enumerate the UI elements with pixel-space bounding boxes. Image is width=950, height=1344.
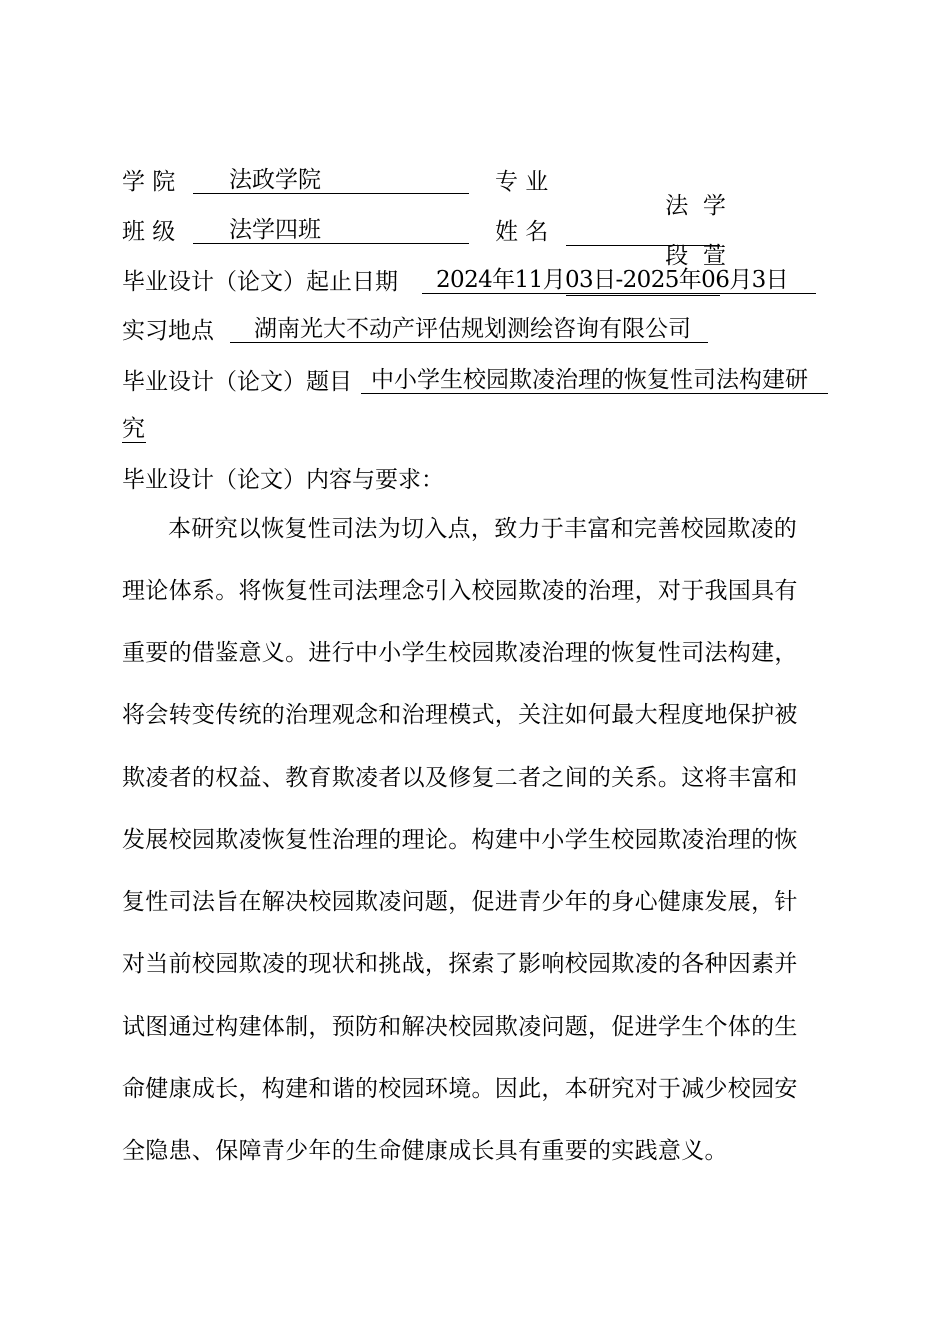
title-value-line1: 中小学生校园欺凌治理的恢复性司法构建研 [371, 367, 808, 393]
college-value-field [193, 167, 469, 194]
dates-label: 毕业设计（论文）起止日期 [122, 269, 398, 295]
dates-row [122, 267, 398, 297]
dates-value: 2024年11月03日-2025年06月3日 [436, 267, 789, 293]
title-value-field [361, 367, 828, 394]
paragraph-line: 欺凌者的权益、教育欺凌者以及修复二者之间的关系。这将丰富和 [122, 765, 798, 791]
name-value: 段 萱 [665, 243, 726, 269]
college-value: 法政学院 [229, 167, 321, 193]
dates-value-field [422, 267, 816, 294]
name-row [495, 217, 548, 247]
college-row [122, 167, 175, 197]
major-label: 专 业 [495, 169, 549, 195]
class-value: 法学四班 [229, 217, 321, 243]
class-value-field [193, 217, 469, 244]
site-value: 湖南光大不动产评估规划测绘咨询有限公司 [254, 316, 691, 342]
paragraph-line: 重要的借鉴意义。进行中小学生校园欺凌治理的恢复性司法构建， [122, 640, 798, 666]
title-value-line2: 究 [122, 416, 145, 442]
major-value: 法 学 [665, 193, 726, 219]
content-label: 毕业设计（论文）内容与要求： [122, 467, 444, 493]
paragraph-line: 命健康成长，构建和谐的校园环境。因此，本研究对于减少校园安 [122, 1076, 798, 1102]
class-label: 班 级 [122, 219, 176, 245]
paragraph-line: 全隐患、保障青少年的生命健康成长具有重要的实践意义。 [122, 1138, 728, 1164]
title-row [122, 367, 352, 397]
name-label: 姓 名 [495, 219, 549, 245]
paragraph-line: 本研究以恢复性司法为切入点，致力于丰富和完善校园欺凌的 [168, 516, 798, 542]
paragraph-line: 对当前校园欺凌的现状和挑战，探索了影响校园欺凌的各种因素并 [122, 951, 798, 977]
paragraph-line: 复性司法旨在解决校园欺凌问题，促进青少年的身心健康发展，针 [122, 889, 798, 915]
site-row [122, 316, 214, 346]
title-label: 毕业设计（论文）题目 [122, 369, 352, 395]
major-row [495, 167, 548, 197]
content-heading [122, 465, 444, 495]
college-label: 学 院 [122, 169, 176, 195]
site-label: 实习地点 [122, 318, 214, 344]
paragraph-line: 将会转变传统的治理观念和治理模式，关注如何最大程度地保护被 [122, 702, 798, 728]
site-value-field [230, 316, 708, 343]
paragraph-line: 发展校园欺凌恢复性治理的理论。构建中小学生校园欺凌治理的恢 [122, 827, 798, 853]
title-value-line2-field [122, 416, 146, 443]
class-row [122, 217, 175, 247]
paragraph-line: 试图通过构建体制，预防和解决校园欺凌问题，促进学生个体的生 [122, 1014, 798, 1040]
paragraph-line: 理论体系。将恢复性司法理念引入校园欺凌的治理，对于我国具有 [122, 578, 798, 604]
